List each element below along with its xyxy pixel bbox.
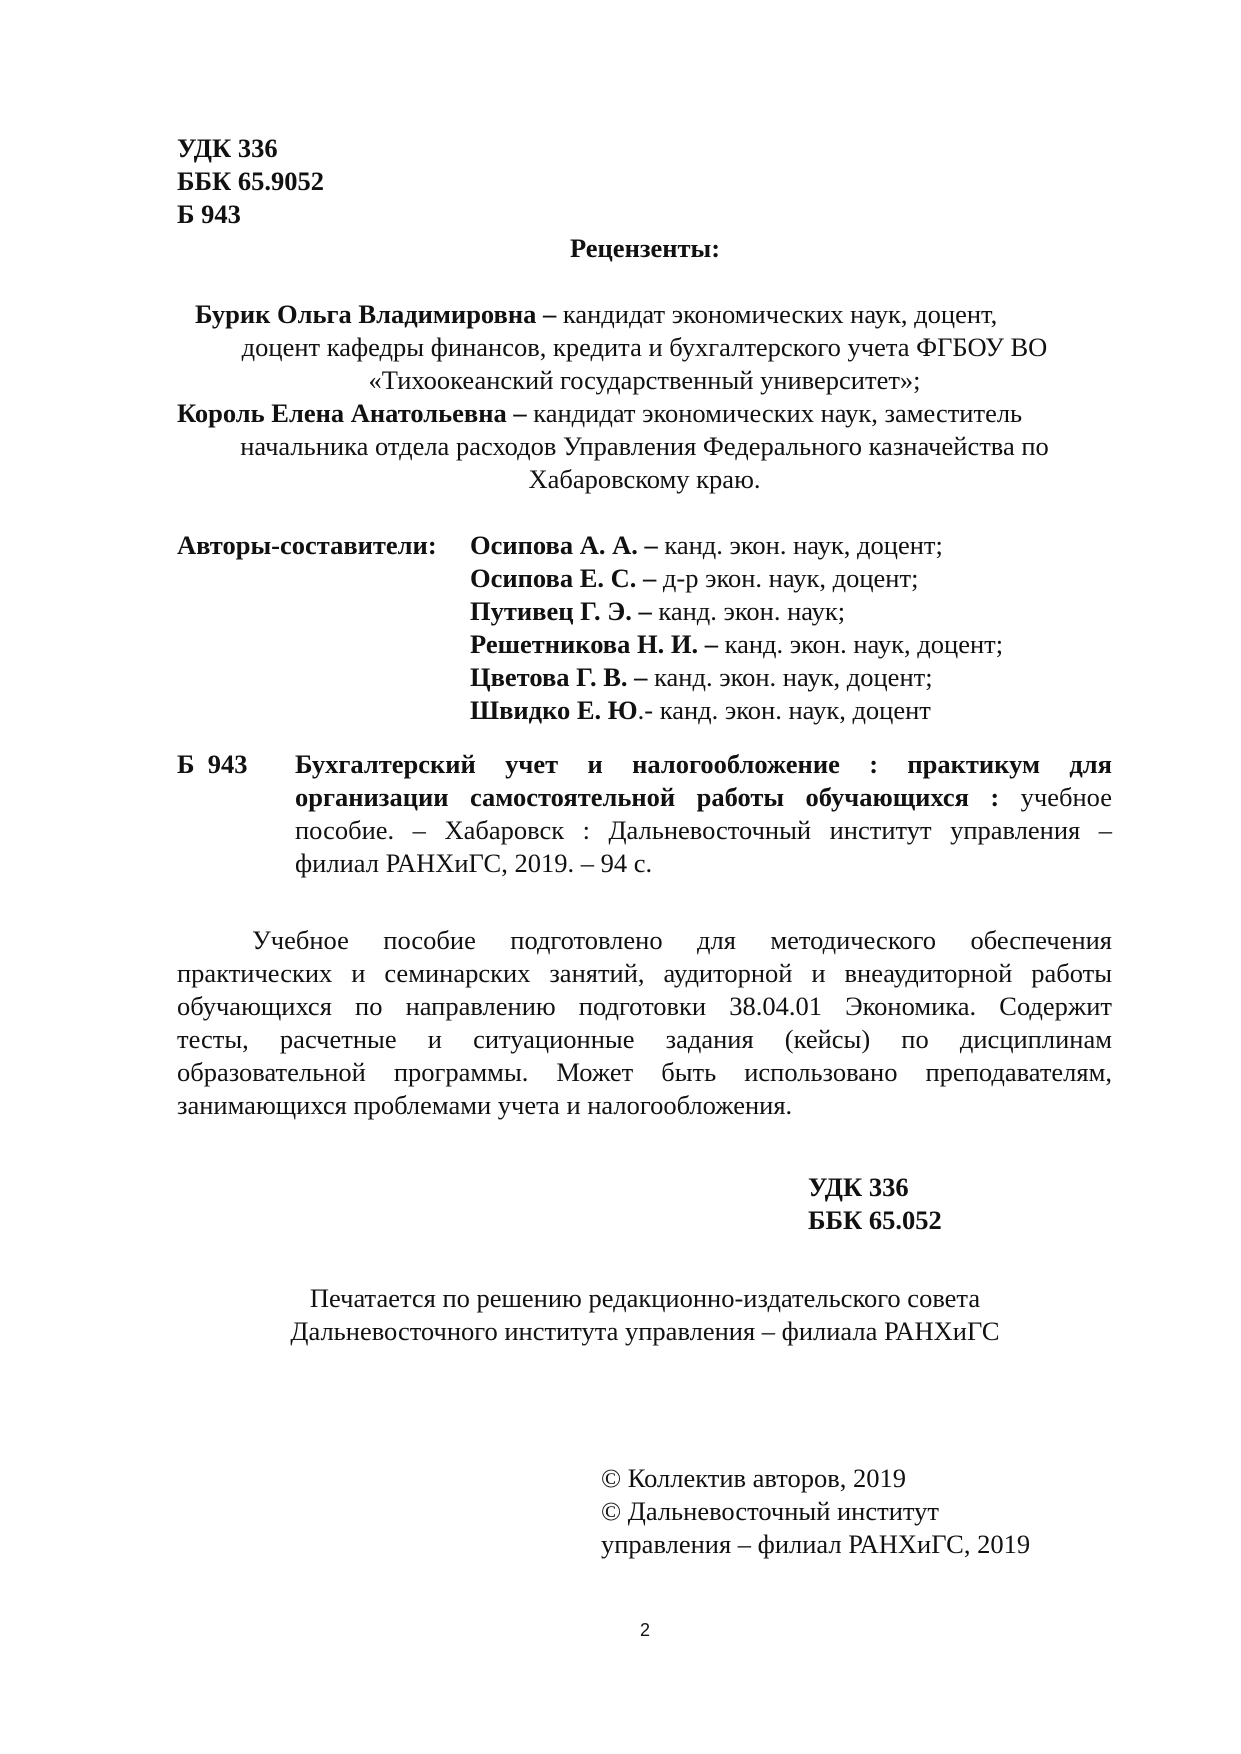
annotation-line-2: практических и семинарских занятий, аудиторной и внеаудиторной работы [177, 958, 1112, 988]
reviewers-heading: Рецензенты: [569, 233, 721, 263]
bibliographic-title-line-2: организации самостоятельной работы обучающихся : учебное [295, 782, 1112, 812]
bibliographic-title-line-1: Бухгалтерский учет и налогообложение : практикум для [295, 749, 1112, 779]
author-row: Решетникова Н. И. – канд. экон. наук, доцент; [470, 629, 1004, 659]
author-row: Осипова Е. С. – д-р экон. наук, доцент; [470, 563, 919, 593]
copyright-line-2: © Дальневосточный институт [601, 1496, 939, 1526]
udk-code: УДК 336 [177, 133, 278, 163]
reviewer-1-line-2: доцент кафедры финансов, кредита и бухгалтерского учета ФГБОУ ВО [241, 332, 1048, 362]
bbk-code-bottom: ББК 65.052 [808, 1205, 942, 1235]
annotation-line-6: занимающихся проблемами учета и налогообложения. [177, 1090, 793, 1120]
publishing-note-line-2: Дальневосточного института управления – филиала РАНХиГС [290, 1316, 1000, 1346]
reviewer-1-line-1: Бурик Ольга Владимировна – кандидат экономических наук, доцент, [195, 299, 998, 329]
authors-label: Авторы-составители: [177, 530, 437, 560]
reviewer-2-line-3: Хабаровскому краю. [528, 464, 761, 494]
bibliographic-mark: Б 943 [177, 749, 248, 779]
annotation-line-1: Учебное пособие подготовлено для методического обеспечения [252, 925, 1112, 955]
bbk-code: ББК 65.9052 [177, 166, 325, 196]
annotation-line-4: тесты, расчетные и ситуационные задания (кейсы) по дисциплинам [177, 1024, 1112, 1054]
author-mark: Б 943 [177, 199, 241, 229]
author-row: Осипова А. А. – канд. экон. наук, доцент; [470, 530, 943, 560]
reviewer-2-line-2: начальника отдела расходов Управления Федерального казначейства по [240, 431, 1049, 461]
annotation-line-5: образовательной программы. Может быть использовано преподавателям, [177, 1057, 1112, 1087]
udk-code-bottom: УДК 336 [808, 1172, 909, 1202]
bibliographic-line-4: филиал РАНХиГС, 2019. – 94 с. [295, 848, 653, 878]
reviewer-2-line-1: Король Елена Анатольевна – кандидат экономических наук, заместитель [177, 398, 1023, 428]
publishing-note-line-1: Печатается по решению редакционно-издательского совета [309, 1283, 981, 1313]
author-row: Швидко Е. Ю.- канд. экон. наук, доцент [470, 695, 931, 725]
annotation-line-3: обучающихся по направлению подготовки 38.04.01 Экономика. Содержит [177, 991, 1112, 1021]
copyright-line-1: © Коллектив авторов, 2019 [601, 1463, 907, 1493]
bibliographic-line-3: пособие. – Хабаровск : Дальневосточный институт управления – [295, 815, 1112, 845]
page-number: 2 [639, 1620, 650, 1640]
copyright-line-3: управления – филиал РАНХиГС, 2019 [601, 1529, 1031, 1559]
author-row: Цветова Г. В. – канд. экон. наук, доцент; [470, 662, 933, 692]
author-row: Путивец Г. Э. – канд. экон. наук; [470, 596, 846, 626]
reviewer-1-line-3: «Тихоокеанский государственный университет»; [368, 365, 921, 395]
